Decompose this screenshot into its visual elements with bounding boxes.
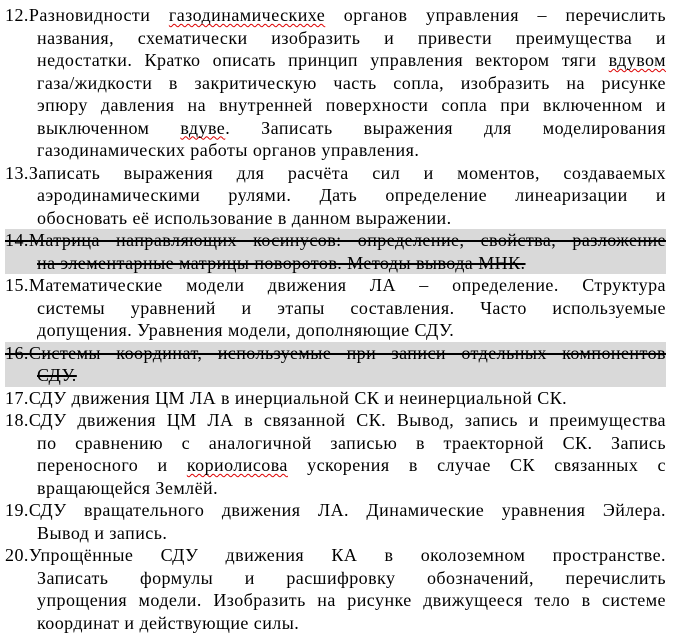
text-line xyxy=(5,342,666,365)
text-line: вращающейся Землёй. xyxy=(37,477,219,498)
text-line xyxy=(5,544,666,567)
text-line: газа/жидкости в закритическую часть сопла, изобразить на рисунке xyxy=(37,72,666,93)
item-number: 15. xyxy=(5,275,29,295)
text-line: названия, схематически изобразить и привести преимущества и xyxy=(37,27,666,48)
text-segment: выключенном xyxy=(37,117,181,138)
text-line: на элементарные матрицы поворотов. Методы вывода МНК. xyxy=(37,252,526,273)
text-line xyxy=(5,162,666,185)
text-segment: СДУ движения ЦМ ЛА в инерциальной СК и неинерциальной СК. xyxy=(28,387,568,408)
text-line xyxy=(5,229,666,252)
text-segment: . Записать выражения для моделирования xyxy=(225,117,667,138)
text-segment: Упрощённые СДУ движения КА в околоземном пространстве. xyxy=(28,545,666,565)
text-line: Вывод и запись. xyxy=(37,522,168,543)
text-line: СДУ. xyxy=(37,365,77,385)
list-item-12 xyxy=(5,4,666,162)
text-segment: Системы координат, используемые при записи отдельных компонентов xyxy=(28,342,666,363)
text-segment: СДУ вращательного движения ЛА. Динамические уравнения Эйлера. xyxy=(28,500,666,520)
text-segment: переносного и xyxy=(37,455,187,475)
text-segment: органов управления – перечислить xyxy=(325,5,666,25)
text-line: Записать формулы и расшифровку обозначений, перечислить xyxy=(37,567,666,588)
text-segment: СДУ движения ЦМ ЛА в связанной СК. Вывод, запись и преимущества xyxy=(28,410,666,430)
list-item-20 xyxy=(5,544,666,634)
misspelled-word: газодинамическихе xyxy=(168,5,326,25)
text-segment: недостатки. Кратко описать принцип управления вектором тяги xyxy=(37,50,609,70)
text-line: системы уравнений и этапы составления. Часто используемые xyxy=(37,297,666,318)
list-item-14 xyxy=(5,229,666,274)
text-line: аэродинамическими рулями. Дать определение линеаризации и xyxy=(37,185,666,205)
list-item-19 xyxy=(5,499,666,544)
item-number: 19. xyxy=(5,500,29,520)
text-segment: Разновидности xyxy=(28,5,169,25)
text-line: по сравнению с аналогичной записью в траекторной СК. Запись xyxy=(37,432,666,453)
text-line xyxy=(37,454,666,477)
misspelled-word: вдувом xyxy=(608,50,666,70)
list-item-17 xyxy=(5,387,666,410)
item-number: 13. xyxy=(5,162,29,183)
list-item-18 xyxy=(5,409,666,499)
text-line: упрощения модели. Изобразить на рисунке движущееся тело в системе xyxy=(37,590,666,610)
list-item-16 xyxy=(5,342,666,387)
text-line xyxy=(5,4,666,27)
item-number: 17. xyxy=(5,387,29,408)
text-segment: Записать выражения для расчёта сил и моментов, создаваемых xyxy=(28,162,666,183)
item-number: 12. xyxy=(5,5,29,25)
text-line: координат и действующие силы. xyxy=(37,612,300,633)
text-line xyxy=(37,117,666,140)
text-line xyxy=(5,409,666,432)
text-line xyxy=(37,49,666,72)
misspelled-word: вдуве xyxy=(180,117,226,138)
list-item-13 xyxy=(5,162,666,230)
text-line: допущения. Уравнения модели, дополняющие СДУ. xyxy=(37,320,455,340)
item-number: 18. xyxy=(5,410,29,430)
item-number: 14. xyxy=(5,230,29,250)
text-segment: ускорения в случае СК связанных с xyxy=(287,455,666,475)
text-segment: Матрица направляющих косинусов: определение, свойства, разложение xyxy=(28,230,666,250)
text-line: эпюру давления на внутренней поверхности сопла при включенном и xyxy=(37,95,666,115)
item-number: 20. xyxy=(5,545,29,565)
text-line xyxy=(5,274,666,297)
text-line xyxy=(5,499,666,522)
text-line xyxy=(5,387,666,410)
text-line: обосновать её использование в данном выражении. xyxy=(37,207,452,228)
text-segment: Математические модели движения ЛА – определение. Структура xyxy=(28,275,666,295)
misspelled-word: кориолисова xyxy=(186,455,288,475)
text-line: газодинамических работы органов управления. xyxy=(37,140,420,160)
list-item-15 xyxy=(5,274,666,342)
item-number: 16. xyxy=(5,342,29,363)
